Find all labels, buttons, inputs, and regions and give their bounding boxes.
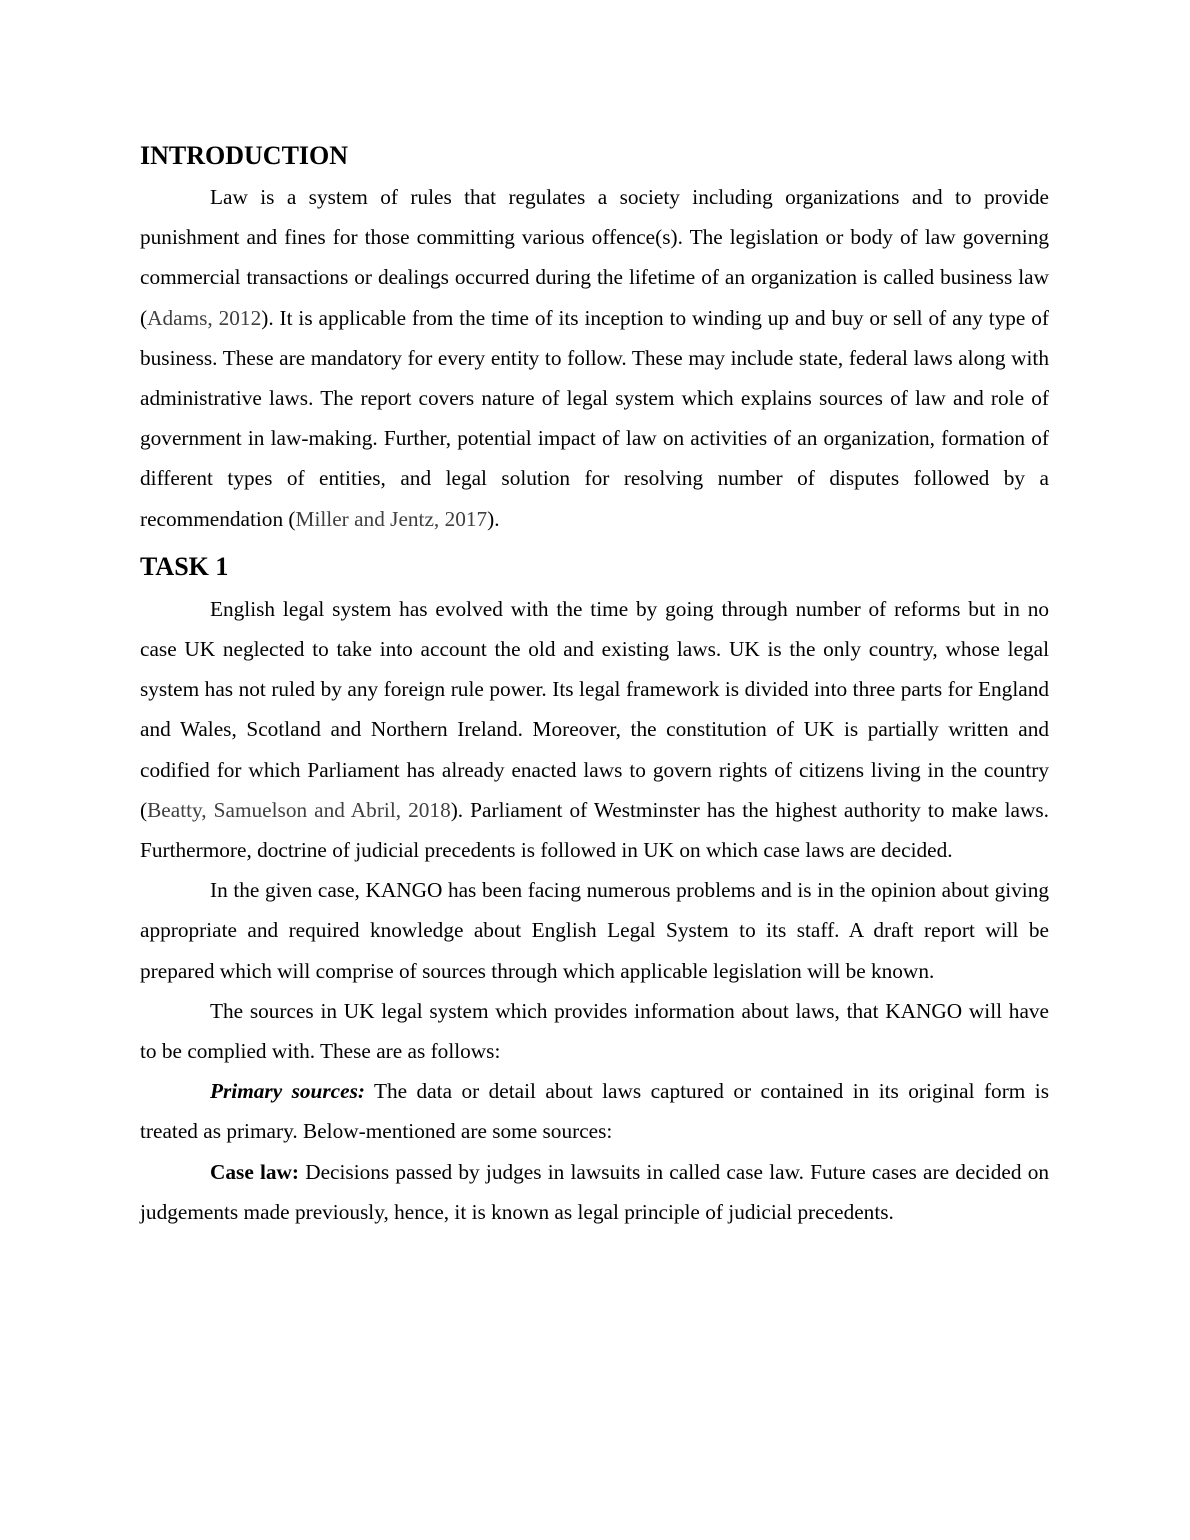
citation-beatty: Beatty, Samuelson and Abril, 2018	[147, 797, 451, 822]
intro-text-c: ).	[487, 506, 500, 531]
task1-p1-text-b: ). Parliament of Westminster has the highest authority to make laws. Furthermore, doctrine of judicial precedents is followed in UK on which case laws are decided.	[140, 797, 1049, 863]
task1-paragraph-primary-sources	[140, 1071, 1049, 1151]
task1-paragraph-kango-case: In the given case, KANGO has been facing numerous problems and is in the opinion about giving appropriate and required knowledge about English Legal System to its staff. A draft report will be prepared which will comprise of sources through which applicable legislation will be known.	[140, 878, 1049, 983]
citation-adams: Adams, 2012	[147, 305, 262, 330]
case-law-text: Decisions passed by judges in lawsuits in called case law. Future cases are decided on judgements made previously, hence, it is known as legal principle of judicial precedents.	[140, 1159, 1049, 1224]
intro-text-b: ). It is applicable from the time of its inception to winding up and buy or sell of any type of business. These are mandatory for every entity to follow. These may include state, federal laws along with administrative laws. The report covers nature of legal system which explains sources of law and role of government in law-making. Further, potential impact of law on activities of an organization, formation of different types of entities, and legal solution for resolving number of disputes followed by a recommendation (	[140, 305, 1050, 531]
case-law-label: Case law:	[210, 1159, 300, 1184]
task1-paragraph-sources: The sources in UK legal system which provides information about laws, that KANGO will have to be complied with. These are as follows:	[140, 998, 1049, 1064]
task1-heading: TASK 1	[140, 551, 229, 581]
introduction-heading: INTRODUCTION	[140, 141, 349, 170]
intro-text-a: Law is a system of rules that regulates a society including organizations and to provide punishment and fines for those committing various offence(s). The legislation or body of law governing commercial transactions or dealings occurred during the lifetime of an organization is called business law (	[140, 185, 1049, 330]
introduction-paragraph	[140, 177, 1049, 539]
primary-sources-label: Primary sources:	[210, 1079, 365, 1104]
task1-paragraph-case-law	[140, 1152, 1049, 1232]
task1-p1-text-a: English legal system has evolved with the time by going through number of reforms but in no case UK neglected to take into account the old and existing laws. UK is the only country, whose legal system has not ruled by any foreign rule power. Its legal framework is divided into three parts for England and Wales, Scotland and Northern Ireland. Moreover, the constitution of UK is partially written and codified for which Parliament has already enacted laws to govern rights of citizens living in the country (	[140, 596, 1049, 822]
citation-miller-jentz: Miller and Jentz, 2017	[295, 506, 488, 531]
document-page	[140, 138, 1049, 1232]
task1-paragraph-legal-system	[140, 589, 1049, 870]
primary-sources-text: The data or detail about laws captured or contained in its original form is treated as primary. Below-mentioned are some sources:	[140, 1079, 1049, 1144]
